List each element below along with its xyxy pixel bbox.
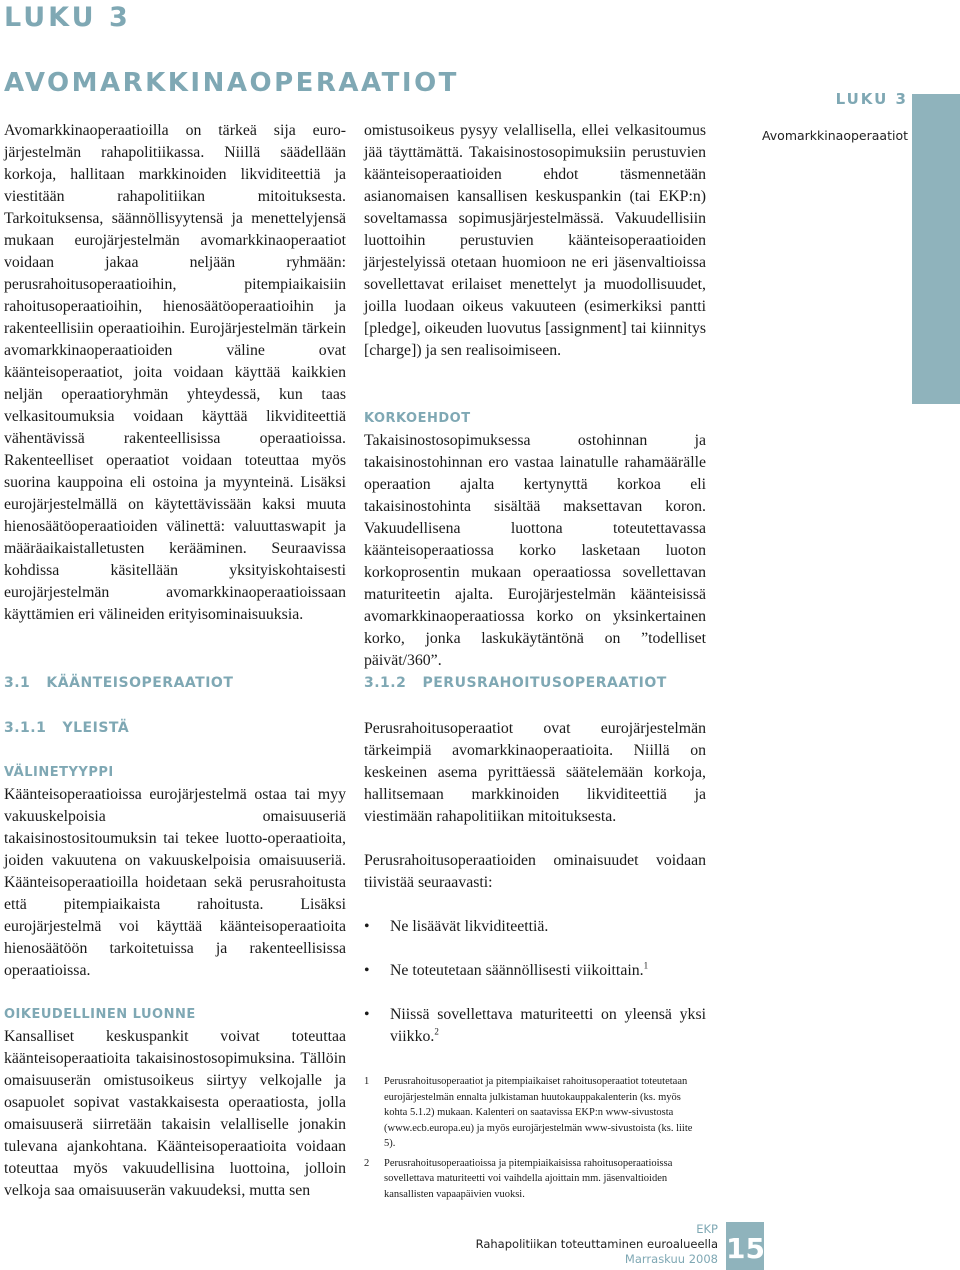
section-3-1-heading: 3.1 KÄÄNTEISOPERAATIOT xyxy=(4,675,234,691)
page-number-box xyxy=(726,1222,764,1270)
perusrahoitus-paragraph-1: Perusrahoitusoperaatiot ovat eurojärjestelmän tärkeimpiä avomarkkinaoperaatioita. Niillä on keskeinen asema pyrittäessä säätelemään korkoja, hallitsemaan markkinoiden likviditeettiä ja viestimään rahapolitiikan mitoituksesta. xyxy=(364,720,706,825)
footnote xyxy=(364,1074,706,1152)
list-item xyxy=(364,1004,706,1048)
section-3-1-2-heading: 3.1.2 PERUSRAHOITUSOPERAATIOT xyxy=(364,675,667,691)
chapter-tab xyxy=(912,94,960,404)
chapter-label: LUKU 3 xyxy=(4,2,131,33)
korkoehdot-heading: KORKOEHDOT xyxy=(364,411,471,426)
right-column-top xyxy=(364,120,706,362)
perusrahoitus-section xyxy=(364,718,706,1070)
intro-text: Avomarkkinaoperaatioilla on tärkeä sija euro-järjestelmän rahapolitiikassa. Niillä säädellään korkoja, hallitaan markkinoiden likviditeettiä ja viestitään rahapolitiikan mitoituksesta. Tarkoituksensa, säännöllisyytensä ja menettelyjensä mukaan eurojärjestelmän avomarkkinaoperaatiot voidaan jakaa neljään ryhmään: perusrahoitusoperaatioihin, pitempiaikaisiin rahoitusoperaatioihin, hienosäätöoperaatioihin ja rakenteellisiin operaatioihin. Eurojärjestelmän tärkein avomarkkinaoperaatioiden väline ovat käänteisoperaatiot, joita voidaan käyttää kaikkien neljän operaatioryhmän yhteydessä, kun taas velkasitoumuksia voidaan käyttää likviditeettiä vähentävissä rakenteellisissa operaatioissa. Rakenteelliset operaatiot voidaan toteuttaa myös suorina kauppoina eli ostoina ja myynteinä. Lisäksi eurojärjestelmällä on käytettävissään kaksi muuta hienosäätöoperaatioiden välinettä: valuuttaswapit ja määräaikaistalletusten kerääminen. Seuraavissa kohdissa käsitellään yksityiskohtaisesti eurojärjestelmän avomarkkinaoperaatioissaan käyttämien eri välineiden erityisominaisuuksia. xyxy=(4,122,346,623)
bullet-icon: • xyxy=(364,1006,370,1023)
valinetyyppi-text: Käänteisoperaatioissa eurojärjestelmä ostaa tai myy vakuuskelpoisia omaisuuseriä takaisinostositoumuksin tai tekee luotto-operaatioita, joiden vakuutena on vakuuskelpoisia omaisuuseriä. Käänteisoperaatioilla hoidetaan sekä perusrahoitusta että pitempiaikaista rahoitusta. Lisäksi eurojärjestelmä voi käyttää käänteisoperaatioita hienosäätöön tarkoitetuissa ja rakenteellisissa operaatioissa. xyxy=(4,786,346,979)
oikeudellinen-section xyxy=(4,1006,346,1202)
list-item-text: Niissä sovellettava maturiteetti on yleensä yksi viikko. xyxy=(390,1006,706,1045)
footnote-text: Perusrahoitusoperaatioissa ja pitempiaikaisissa rahoitusoperaatioissa sovellettava maturiteetti voi vaihdella ajoittain mm. jäsenvaltioiden kansallisten vapaapäivien vuoksi. xyxy=(384,1157,673,1200)
footnote-text: Perusrahoitusoperaatiot ja pitempiaikaiset rahoitusoperaatiot toteutetaan eurojärjestelmän ennalta julkistaman huutokauppakalenterin (ks. myös kohta 5.1.2) mukaan. Kalenteri on saatavissa EKP:n www-sivustosta (www.ecb.europa.eu) ja myös eurojärjestelmän www-sivustoista (ks. liite 5). xyxy=(384,1076,693,1149)
footer-date: Marraskuu 2008 xyxy=(624,1252,718,1266)
side-chapter-title: Avomarkkinaoperaatiot xyxy=(761,128,908,143)
page-number: 15 xyxy=(726,1232,765,1265)
intro-paragraph xyxy=(4,120,346,626)
side-chapter-label: LUKU 3 xyxy=(835,90,908,108)
footnote-ref[interactable]: 2 xyxy=(434,1026,439,1037)
bullet-icon: • xyxy=(364,962,370,979)
korkoehdot-text: Takaisinostosopimuksessa ostohinnan ja takaisinostohinnan ero vastaa lainatulle rahamäärälle operaation ajalta kertynyttä korkoa eli takaisinostohinta sisältää maksettavan koron. Vakuudellisena luottona toteutettavassa käänteisoperaatiossa korko lasketaan luoton korkoprosentin mukaan operaatiossa sovellettavan maturiteetin ajalta. Eurojärjestelmän käänteisissä avomarkkinaoperaatiossa korko on yksinkertainen korko, jonka laskukäytäntönä on ”todelliset päivät/360”. xyxy=(364,432,706,669)
footnote-number: 2 xyxy=(364,1157,370,1169)
section-3-1-1-heading: 3.1.1 YLEISTÄ xyxy=(4,720,130,736)
footer-org: EKP xyxy=(696,1222,718,1236)
features-list xyxy=(364,916,706,1048)
footnote xyxy=(364,1156,706,1203)
list-item xyxy=(364,916,706,938)
footnote-number: 1 xyxy=(364,1076,370,1087)
page-title: AVOMARKKINAOPERAATIOT xyxy=(4,68,459,98)
oikeudellinen-text: Kansalliset keskuspankit voivat toteuttaa käänteisoperaatioita takaisinostosopimuksina. Tällöin omaisuuserän omistusoikeus siirtyy velkojalle ja osapuolet sopivat vastakkaisesta operaatiosta, jolla omaisuuserä siirretään takaisin velalliselle jonakin tulevana ajankohtana. Käänteisoperaatioita voidaan toteuttaa myös vakuudellisina luottoina, jolloin velkoja saa omaisuuserän vakuudeksi, mutta sen xyxy=(4,1028,346,1199)
valinetyyppi-section xyxy=(4,764,346,982)
footer-publication: Rahapolitiikan toteuttaminen euroalueella xyxy=(475,1237,718,1251)
right-top-text: omistusoikeus pysyy velallisella, ellei velkasitoumus jää täyttämättä. Takaisinostosopimuksiin perustuvien käänteisoperaatioiden ehdot täsmennetään asianomaisen kansallisen keskuspankin (tai EKP:n) soveltamassa sopimusjärjestelmässä. Vakuudellisiin luottoihin perustuvien käänteisoperaatioiden järjestelyissä otetaan huomioon ne eri jäsenvaltioissa sovellettavat erilaiset menettelyt ja muodollisuudet, joilla luodaan oikeus vakuuteen (esimerkiksi pantti [pledge], oikeuden luovutus [assignment] tai kiinnitys [charge]) ja sen realisoimiseen. xyxy=(364,122,706,359)
oikeudellinen-heading: OIKEUDELLINEN LUONNE xyxy=(4,1007,196,1022)
list-item-text: Ne toteutetaan säännöllisesti viikoittain. xyxy=(390,962,644,979)
footnote-ref[interactable]: 1 xyxy=(643,960,649,971)
perusrahoitus-paragraph-2: Perusrahoitusoperaatioiden ominaisuudet voidaan tiivistää seuraavasti: xyxy=(364,852,706,891)
list-item xyxy=(364,960,706,982)
footnotes xyxy=(364,1074,706,1206)
page-footer xyxy=(476,1222,718,1267)
bullet-icon: • xyxy=(364,918,370,935)
list-item-text: Ne lisäävät likviditeettiä. xyxy=(390,918,549,935)
korkoehdot-section xyxy=(364,410,706,672)
valinetyyppi-heading: VÄLINETYYPPI xyxy=(4,765,114,780)
